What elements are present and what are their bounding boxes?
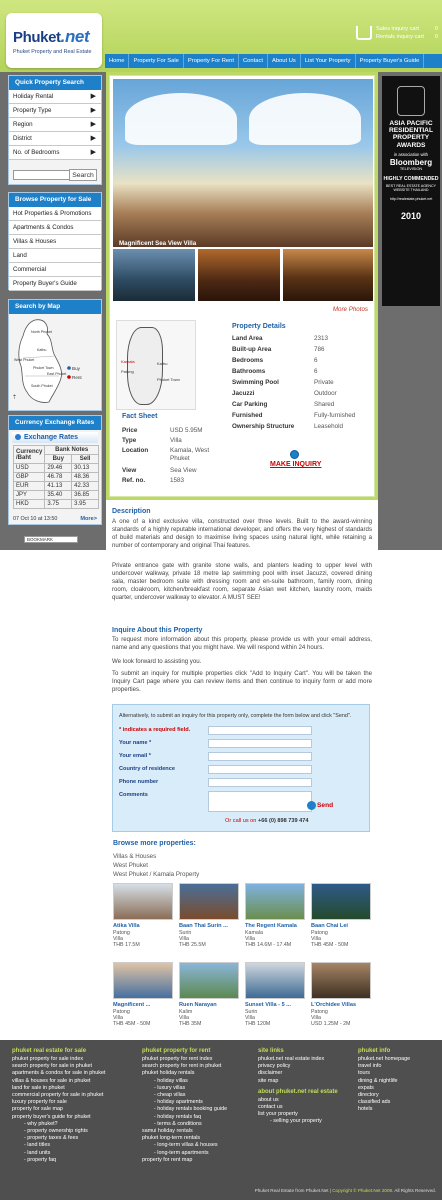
detail-value: Shared xyxy=(314,401,335,408)
listing-meta xyxy=(113,1009,150,1028)
footer-link[interactable]: samui holiday rentals xyxy=(142,1128,193,1135)
select-holiday-rental[interactable] xyxy=(9,90,101,104)
logo-subtitle: Phuket Property and Real Estate xyxy=(13,49,92,55)
nav-property-for-sale[interactable]: Property For Sale xyxy=(129,54,183,68)
footer-heading: about phuket.net real estate xyxy=(258,1088,338,1095)
listing-name[interactable]: Ruen Narayan xyxy=(179,1002,217,1008)
footer-link[interactable]: contact us xyxy=(258,1104,283,1111)
detail-label: Furnished xyxy=(232,412,263,419)
name-input[interactable] xyxy=(208,739,312,748)
region-kathu[interactable]: Kathu xyxy=(37,348,47,352)
footer-link[interactable]: list your property xyxy=(258,1111,298,1118)
property-thumb-1[interactable] xyxy=(113,883,173,920)
phuket-map[interactable] xyxy=(9,314,101,410)
link-commercial[interactable]: Commercial xyxy=(9,263,101,277)
sales-cart-link[interactable]: Sales inquiry cart xyxy=(376,26,419,32)
listing-type: Villa xyxy=(113,1015,123,1022)
region-east[interactable]: East Phuket xyxy=(47,372,67,376)
nav-property-for-rent[interactable]: Property For Rent xyxy=(184,54,239,68)
label-phone: Phone number xyxy=(119,779,159,785)
detail-value: 2313 xyxy=(314,335,329,342)
form-intro: Alternatively, to submit an inquiry for this property only, complete the form below and click "Send". xyxy=(119,713,352,719)
currency-cell: USD xyxy=(14,464,45,473)
footer-link[interactable]: luxury property for sale xyxy=(12,1099,67,1106)
listing-meta xyxy=(311,1009,350,1028)
fact-value: USD 5.95M xyxy=(170,427,203,434)
region-west[interactable]: West Phuket xyxy=(14,358,35,362)
listing-name[interactable]: Baan Thai Surin ... xyxy=(179,923,228,929)
triangle-right-icon: ▶ xyxy=(90,135,96,142)
select-label: Region xyxy=(13,121,33,128)
detail-value: 6 xyxy=(314,368,318,375)
rentals-cart-count: 0 xyxy=(434,34,438,40)
footer-link[interactable]: dining & nightlife xyxy=(358,1077,398,1084)
award-crest-icon xyxy=(397,86,425,116)
sell-cell: 3.95 xyxy=(72,500,99,509)
listing-meta xyxy=(245,1009,270,1028)
region-south[interactable]: South Phuket xyxy=(31,384,53,388)
quick-search-title: Quick Property Search xyxy=(9,76,101,90)
listing-meta xyxy=(179,930,206,949)
listing-name[interactable]: Baan Chai Lei xyxy=(311,923,348,929)
region-town[interactable]: Phuket Town xyxy=(33,366,54,370)
footer-link[interactable]: privacy policy xyxy=(258,1063,291,1070)
footer-link[interactable]: phuket holiday rentals xyxy=(142,1070,195,1077)
detail-value: Leasehold xyxy=(314,423,344,430)
award-commended: HIGHLY COMMENDED xyxy=(383,175,439,182)
browse-more-title: Browse more properties: xyxy=(113,840,196,847)
logo-text: Phuket xyxy=(13,29,61,46)
footer-link[interactable]: search property for rent in phuket xyxy=(142,1063,222,1070)
map-label-kamala: Kamala xyxy=(121,359,135,364)
property-details-title: Property Details xyxy=(232,323,286,330)
island-shape xyxy=(127,327,163,405)
listing-location: Patong xyxy=(113,930,130,936)
buy-cell: 35.40 xyxy=(45,491,72,500)
footer xyxy=(0,1040,442,1200)
call-us-text xyxy=(225,818,309,824)
listing-price: THB 45M - 50M xyxy=(113,1021,151,1028)
detail-label: Built-up Area xyxy=(232,346,272,353)
footer-link[interactable]: site map xyxy=(258,1077,279,1084)
footer-link[interactable]: - holiday rentals faq xyxy=(154,1113,202,1120)
property-thumb-8[interactable] xyxy=(311,962,371,999)
link-buyers-guide[interactable]: Property Buyer's Guide xyxy=(9,277,101,291)
sales-cart-count: 0 xyxy=(434,26,438,32)
award-url: http://realestate.phuket.net xyxy=(389,196,433,201)
link-villas-houses[interactable]: Villas & Houses xyxy=(9,235,101,249)
listing-name[interactable]: Magnificent ... xyxy=(113,1002,151,1008)
nav-about-us[interactable]: About Us xyxy=(268,54,301,68)
thumbnail-3[interactable] xyxy=(283,249,373,301)
footer-link[interactable]: directory xyxy=(358,1092,379,1099)
award-title: ASIA PACIFIC RESIDENTIAL PROPERTY AWARDS xyxy=(389,120,433,149)
triangle-right-icon: ▶ xyxy=(90,121,96,128)
umbrella-shape xyxy=(125,93,237,145)
keyword-input[interactable] xyxy=(13,170,71,180)
buy-cell: 41.13 xyxy=(45,482,72,491)
select-label: No. of Bedrooms xyxy=(13,149,60,156)
footer-link[interactable]: phuket property for sale index xyxy=(12,1056,84,1062)
footer-link[interactable]: - land titles xyxy=(24,1142,51,1149)
detail-value: 6 xyxy=(314,357,318,364)
footer-link[interactable]: - property ownership rights xyxy=(24,1128,88,1135)
footer-link[interactable]: hotels xyxy=(358,1106,373,1113)
listing-meta xyxy=(179,1009,201,1028)
nav-home[interactable]: Home xyxy=(105,54,129,68)
make-inquiry-button[interactable]: MAKE INQUIRY xyxy=(270,461,322,468)
exchange-date: 07 Oct 10 at 13:50 xyxy=(13,516,58,522)
link-apartments-condos[interactable]: Apartments & Condos xyxy=(9,221,101,235)
browse-region[interactable]: West Phuket xyxy=(113,862,148,869)
triangle-right-icon: ▶ xyxy=(90,107,96,114)
listing-price: THB 14.6M - 17.4M xyxy=(245,942,292,949)
fact-value: 1583 xyxy=(170,477,185,484)
listing-type: Villa xyxy=(179,936,189,943)
currency-cell: GBP xyxy=(14,473,45,482)
property-thumb-7[interactable] xyxy=(245,962,305,999)
copyright-rights: All Rights Reserved. xyxy=(394,1188,436,1193)
listing-type: Villa xyxy=(245,1015,255,1022)
footer-link[interactable]: disclaimer xyxy=(258,1070,283,1077)
site-logo[interactable] xyxy=(6,13,102,68)
phone-input[interactable] xyxy=(208,778,312,787)
cart-icon xyxy=(356,26,372,40)
property-panel xyxy=(106,72,378,500)
listing-meta xyxy=(311,930,348,949)
award-category: BEST REAL ESTATE AGENCY WEBSITE THAILAND xyxy=(386,183,436,193)
table-row xyxy=(14,473,99,482)
footer-link[interactable]: phuket.net homepage xyxy=(358,1056,411,1062)
listing-type: Villa xyxy=(113,936,123,943)
select-district[interactable] xyxy=(9,132,101,146)
link-land[interactable]: Land xyxy=(9,249,101,263)
map-label-kathu: Kathu xyxy=(157,361,168,366)
rentals-cart-link[interactable]: Rentals inquiry cart xyxy=(376,34,424,40)
copyright-notice: Copyright © Phuket.Net 2009. xyxy=(332,1188,394,1193)
listing-location: Patong xyxy=(311,930,328,936)
detail-value: Outdoor xyxy=(314,390,337,397)
listing-name[interactable]: Atika Villa xyxy=(113,923,140,929)
region-north[interactable]: North Phuket xyxy=(31,330,52,334)
footer-heading: site links xyxy=(258,1048,284,1054)
footer-link[interactable]: - long-term villas & houses xyxy=(154,1142,218,1149)
sell-cell: 42.33 xyxy=(72,482,99,491)
detail-label: Jacuzzi xyxy=(232,390,255,397)
link-hot-properties[interactable]: Hot Properties & Promotions xyxy=(9,207,101,221)
inquiry-cart xyxy=(356,25,438,47)
property-thumb-4[interactable] xyxy=(311,883,371,920)
email-input[interactable] xyxy=(208,752,312,761)
main-nav xyxy=(105,54,442,68)
buy-cell: 29.46 xyxy=(45,464,72,473)
table-row xyxy=(14,482,99,491)
fact-label: View xyxy=(122,467,137,474)
listing-name[interactable]: L'Orchidee Villas xyxy=(311,1002,357,1008)
listing-name[interactable]: The Regent Kamala xyxy=(245,923,297,929)
buy-cell: 46.78 xyxy=(45,473,72,482)
description-para-1: A one of a kind exclusive villa, constructed over three levels. Built to the award-winning standards of a highly reputable international developer, and offers the very highest of standards of build materials and design to maximise living spaces using natural light, while retaining a number of contemporary and original Thai features. xyxy=(112,518,372,549)
send-button[interactable]: Send xyxy=(317,802,334,809)
listing-location: Kamala xyxy=(245,930,263,936)
detail-label: Bathrooms xyxy=(232,368,266,375)
detail-label: Land Area xyxy=(232,335,263,342)
listing-type: Villa xyxy=(179,1015,189,1022)
listing-location: Surin xyxy=(245,1009,258,1015)
property-thumb-2[interactable] xyxy=(179,883,239,920)
listing-meta xyxy=(245,930,291,949)
country-input[interactable] xyxy=(208,765,312,774)
send-icon xyxy=(307,801,316,810)
table-row xyxy=(14,464,99,473)
map-label-town: Phuket Town xyxy=(157,377,180,382)
listing-price: THB 25.5M xyxy=(179,942,206,949)
listing-price: THB 120M xyxy=(245,1021,271,1028)
umbrella-shape xyxy=(249,93,361,145)
nav-buyers-guide[interactable]: Property Buyer's Guide xyxy=(356,54,425,68)
property-thumb-5[interactable] xyxy=(113,962,173,999)
dummy-input-row[interactable] xyxy=(208,726,312,735)
exchange-title: Currency Exchange Rates xyxy=(9,416,101,430)
search-map-title: Search by Map xyxy=(9,300,101,314)
footer-link[interactable]: - terms & conditions xyxy=(154,1120,202,1127)
compass-icon: ⇡ xyxy=(12,395,18,401)
listing-price: THB 45M - 50M xyxy=(311,942,349,949)
listing-meta xyxy=(113,930,140,949)
currency-cell: EUR xyxy=(14,482,45,491)
footer-link[interactable]: villas & houses for sale in phuket xyxy=(12,1077,91,1084)
exchange-rates-box xyxy=(8,415,102,525)
property-card xyxy=(109,75,375,497)
bookmark-button[interactable]: BOOKMARK xyxy=(24,536,78,543)
label-name: Your name * xyxy=(119,740,152,746)
comments-textarea[interactable] xyxy=(208,791,312,812)
footer-heading: phuket real estate for sale xyxy=(12,1048,87,1054)
footer-link[interactable]: property buyer's guide for phuket xyxy=(12,1113,91,1120)
thumbnail-2[interactable] xyxy=(198,249,280,301)
quick-search-box xyxy=(8,75,102,185)
legend-rent: Rent xyxy=(72,375,82,380)
sell-cell: 30.13 xyxy=(72,464,99,473)
buy-cell: 3.75 xyxy=(45,500,72,509)
select-label: District xyxy=(13,135,32,142)
award-brand: Bloomberg xyxy=(389,157,433,167)
footer-heading: phuket property for rent xyxy=(142,1048,211,1054)
inquire-para-3: To submit an inquiry for multiple properties click "Add to Inquiry Cart". You will be taken the Inquiry Cart page where you can review items and then continue to inquiry form or add more properties. xyxy=(112,670,372,693)
listing-type: Villa xyxy=(311,1015,321,1022)
footer-link[interactable]: commercial property for sale in phuket xyxy=(12,1092,104,1099)
footer-link[interactable]: apartments & condos for sale in phuket xyxy=(12,1070,106,1077)
footer-col-sale xyxy=(12,1048,137,1164)
footer-col-site xyxy=(258,1048,350,1126)
detail-label: Swimming Pool xyxy=(232,379,279,386)
fact-value: Villa xyxy=(170,437,182,444)
footer-link[interactable]: - luxury villas xyxy=(154,1084,186,1091)
more-photos-link[interactable]: More Photos xyxy=(332,306,368,313)
select-region[interactable] xyxy=(9,118,101,132)
label-comments: Comments xyxy=(119,792,148,798)
listing-price: THB 17.5M xyxy=(113,942,140,949)
photo-caption: Magnificent Sea View Villa xyxy=(119,240,197,247)
footer-link[interactable]: - selling your property xyxy=(270,1118,322,1125)
description-para-2: Private entrance gate with granite stone walls, and planters leading to upper level with undercover walkway, private 18 metre lap swimming pool with inset Jacuzzi, covered dining sala, master bedroom suite with dressing room and en-suite bathroom, family room, dining room, cloakroom, kitchen/breakfast room, separate Asian wet kitchen, laundry room, maids quarter, undercover walkway to elevator. A MUST SEE! xyxy=(112,562,372,601)
nav-contact[interactable]: Contact xyxy=(239,54,268,68)
property-thumb-6[interactable] xyxy=(179,962,239,999)
footer-link[interactable]: - holiday rentals booking guide xyxy=(154,1106,228,1113)
inquire-title: Inquire About this Property xyxy=(112,627,203,634)
footer-link[interactable]: - long-term apartments xyxy=(154,1149,209,1156)
footer-col-info xyxy=(358,1048,438,1114)
inquire-para-2: We look forward to assisting you. xyxy=(112,658,202,665)
footer-link[interactable]: - land units xyxy=(24,1149,51,1156)
currency-cell: HKD xyxy=(14,500,45,509)
footer-link[interactable]: phuket property for rent index xyxy=(142,1056,213,1062)
listing-location: Kalim xyxy=(179,1009,193,1015)
footer-link[interactable]: classified ads xyxy=(358,1099,391,1106)
thumbnail-1[interactable] xyxy=(113,249,195,301)
browse-category[interactable]: Villas & Houses xyxy=(113,853,157,860)
table-row xyxy=(14,500,99,509)
award-banner[interactable] xyxy=(382,76,440,306)
triangle-right-icon: ▶ xyxy=(90,149,96,156)
browse-sale-title: Browse Property for Sale xyxy=(9,193,101,207)
footer-link[interactable]: property for sale map xyxy=(12,1106,63,1113)
exchange-table xyxy=(13,445,99,509)
browse-area[interactable]: West Phuket / Kamala Property xyxy=(113,871,200,878)
inquiry-icon xyxy=(290,450,299,459)
footer-link[interactable]: - cheap villas xyxy=(154,1092,186,1099)
fact-sheet-title: Fact Sheet xyxy=(122,413,158,420)
footer-link[interactable]: travel info xyxy=(358,1063,382,1070)
footer-link[interactable]: - holiday apartments xyxy=(154,1099,203,1106)
detail-value: Private xyxy=(314,379,334,386)
detail-label: Ownership Structure xyxy=(232,423,295,430)
select-property-type[interactable] xyxy=(9,104,101,118)
listing-location: Patong xyxy=(113,1009,130,1015)
detail-value: 786 xyxy=(314,346,325,353)
phone-number: +66 (0) 898 739 474 xyxy=(257,818,309,824)
footer-link[interactable]: property for rent map xyxy=(142,1156,193,1163)
listing-type: Villa xyxy=(245,936,255,943)
col-currency: Currency /Baht xyxy=(14,446,45,464)
location-map[interactable] xyxy=(116,320,196,410)
select-label: Property Type xyxy=(13,107,52,114)
footer-link[interactable]: expats xyxy=(358,1084,374,1091)
label-email: Your email * xyxy=(119,753,151,759)
listing-location: Surin xyxy=(179,930,192,936)
sell-cell: 36.85 xyxy=(72,491,99,500)
footer-link[interactable]: - why phuket? xyxy=(24,1120,58,1127)
detail-label: Bedrooms xyxy=(232,357,264,364)
fact-label: Ref. no. xyxy=(122,477,146,484)
property-thumb-3[interactable] xyxy=(245,883,305,920)
footer-col-rent xyxy=(142,1048,252,1164)
listing-price: THB 35M xyxy=(179,1021,202,1028)
listing-price: USD 1.25M - 2M xyxy=(311,1021,351,1028)
select-label: Holiday Rental xyxy=(13,93,54,100)
footer-link[interactable]: about us xyxy=(258,1096,279,1103)
footer-link[interactable]: - holiday villas xyxy=(154,1077,188,1084)
listing-type: Villa xyxy=(311,936,321,943)
sell-cell: 48.36 xyxy=(72,473,99,482)
map-label-patong: Patong xyxy=(121,369,134,374)
exchange-rates-heading: Exchange Rates xyxy=(12,432,98,443)
inquire-para-1: To request more information about this property, please provide us with your email address, name and any questions that you might have. We will respond within 24 hours. xyxy=(112,636,372,651)
select-bedrooms[interactable] xyxy=(9,146,101,160)
col-buy: Buy xyxy=(45,455,72,464)
label-country: Country of residence xyxy=(119,766,175,772)
top-header xyxy=(0,0,442,72)
footer-link[interactable]: tours xyxy=(358,1070,370,1077)
table-row xyxy=(14,491,99,500)
listing-location: Patong xyxy=(311,1009,328,1015)
col-bank-notes: Bank Notes xyxy=(45,446,99,455)
search-map-box xyxy=(8,299,102,411)
copyright-site: Phuket Real Estate from Phuket.Net xyxy=(254,1188,329,1193)
main-photo[interactable] xyxy=(113,79,373,247)
currency-cell: JPY xyxy=(14,491,45,500)
footer-link[interactable]: land for sale in phuket xyxy=(12,1084,65,1091)
nav-list-your-property[interactable]: List Your Property xyxy=(301,54,356,68)
fact-label: Price xyxy=(122,427,138,434)
footer-link[interactable]: - property faq xyxy=(24,1156,57,1163)
inquiry-form xyxy=(112,704,370,832)
triangle-right-icon: ▶ xyxy=(90,93,96,100)
footer-link[interactable]: phuket.net real estate index xyxy=(258,1056,325,1062)
browse-sale-box xyxy=(8,192,102,290)
footer-heading: phuket info xyxy=(358,1048,391,1054)
legend-buy: Buy xyxy=(72,366,80,371)
fact-value: Sea View xyxy=(170,467,197,474)
col-sell: Sell xyxy=(72,455,99,464)
required-note: * indicates a required field. xyxy=(119,727,191,733)
detail-label: Car Parking xyxy=(232,401,268,408)
call-prefix: Or call us on xyxy=(225,818,257,824)
footer-link[interactable]: phuket long-term rentals xyxy=(142,1135,201,1142)
footer-link[interactable]: - property taxes & fees xyxy=(24,1135,79,1142)
footer-link[interactable]: search property for sale in phuket xyxy=(12,1063,93,1070)
search-button[interactable]: Search xyxy=(69,169,97,181)
copyright: Phuket Real Estate from Phuket.Net | Copyright © Phuket.Net 2009. All Rights Reserved. xyxy=(254,1188,436,1193)
fact-value: Kamala, West Phuket xyxy=(170,447,210,462)
description-title: Description xyxy=(112,508,151,515)
fact-label: Type xyxy=(122,437,137,444)
award-year: 2010 xyxy=(400,210,422,221)
award-tv: TELEVISION xyxy=(399,166,423,171)
award-assoc: in association with xyxy=(394,151,428,157)
exchange-more-link[interactable]: More> xyxy=(80,516,97,522)
logo-net-text: .net xyxy=(60,27,90,46)
fact-label: Location xyxy=(122,447,149,454)
detail-value: Fully-furnished xyxy=(314,412,356,419)
listing-name[interactable]: Sunset Villa - 5 ... xyxy=(245,1002,291,1008)
